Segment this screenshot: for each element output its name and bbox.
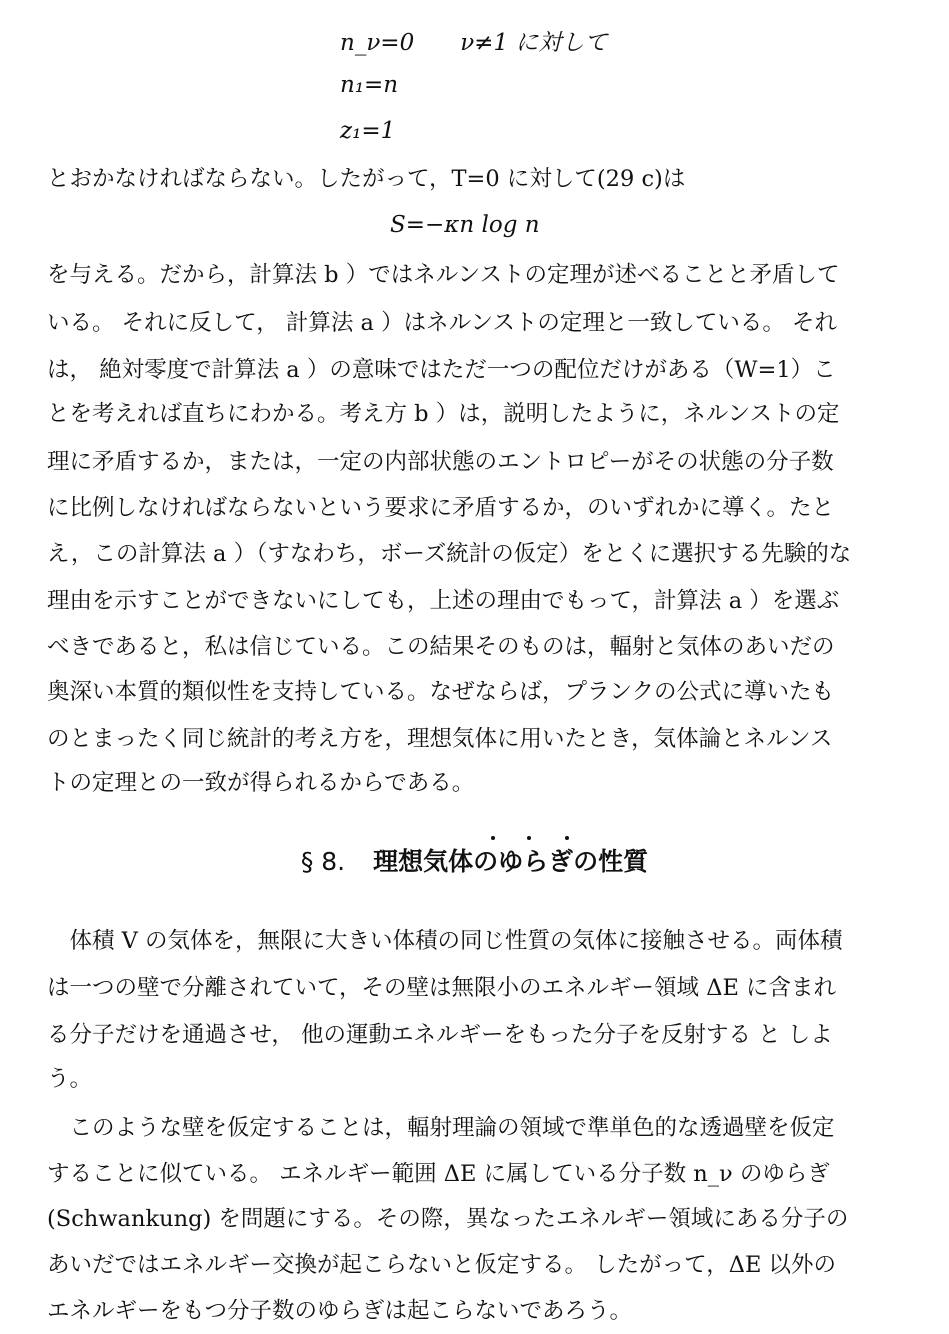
section-number: § 8.	[300, 847, 346, 876]
emphasis-dot	[527, 836, 531, 840]
paragraph-line: とおかなければならない。したがって，T=0 に対して(29 c)は	[47, 166, 686, 192]
paragraph-line: を与える。だから，計算法 b ）ではネルンストの定理が述べることと矛盾して	[47, 262, 840, 288]
equation-2: n₁=n	[340, 72, 399, 98]
paragraph-line: エネルギーをもつ分子数のゆらぎは起こらないであろう。	[47, 1298, 633, 1324]
paragraph-line: することに似ている。 エネルギー範囲 ΔE に属している分子数 n_ν のゆらぎ	[47, 1161, 830, 1187]
emphasis-dot	[565, 836, 569, 840]
equation-3: z₁=1	[340, 118, 396, 144]
paragraph-line: のとまったく同じ統計的考え方を，理想気体に用いたとき，気体論とネルンス	[47, 726, 833, 752]
paragraph-line: は一つの壁で分離されていて，その壁は無限小のエネルギー領域 ΔE に含まれ	[47, 975, 837, 1001]
paragraph-line: いる。 それに反して， 計算法 a ）はネルンストの定理と一致している。 それ	[47, 310, 837, 336]
equation-entropy: S=−κn log n	[390, 212, 540, 238]
paragraph-line: このような壁を仮定することは，輻射理論の領域で準単色的な透過壁を仮定	[47, 1115, 835, 1141]
paragraph-line: 体積 V の気体を，無限に大きい体積の同じ性質の気体に接触させる。両体積	[47, 928, 843, 954]
equation-1: n_ν=0 ν≠1 に対して	[340, 30, 608, 56]
emphasis-dot	[491, 836, 495, 840]
paragraph-line: あいだではエネルギー交換が起こらないと仮定する。 したがって，ΔE 以外の	[47, 1252, 837, 1278]
section-heading	[0, 842, 949, 878]
section-title: 理想気体のゆらぎの性質	[373, 847, 649, 876]
paragraph-line: に比例しなければならないという要求に矛盾するか，のいずれかに導く。たと	[47, 495, 835, 521]
paragraph-line: (Schwankung) を問題にする。その際，異なったエネルギー領域にある分子の	[47, 1206, 849, 1232]
paragraph-line: る分子だけを通過させ， 他の運動エネルギーをもった分子を反射する と しよ	[47, 1022, 833, 1048]
paragraph-line: とを考えれば直ちにわかる。考え方 b ）は，説明したように，ネルンストの定	[47, 401, 840, 427]
paragraph-line: 奥深い本質的類似性を支持している。なぜならば，プランクの公式に導いたも	[47, 679, 835, 705]
paragraph-line: 理由を示すことができないにしても，上述の理由でもって，計算法 a ）を選ぶ	[47, 588, 840, 614]
paragraph-line: べきであると，私は信じている。この結果そのものは，輻射と気体のあいだの	[47, 634, 835, 660]
paragraph-line: は， 絶対零度で計算法 a ）の意味ではただ一つの配位だけがある（W=1）こ	[47, 357, 836, 383]
paragraph-line: トの定理との一致が得られるからである。	[47, 770, 475, 796]
paragraph-line: う。	[47, 1066, 93, 1092]
paragraph-line: え，この計算法 a ）（すなわち，ボーズ統計の仮定）をとくに選択する先験的な	[47, 541, 852, 567]
paragraph-line: 理に矛盾するか，または，一定の内部状態のエントロピーがその状態の分子数	[47, 449, 834, 475]
